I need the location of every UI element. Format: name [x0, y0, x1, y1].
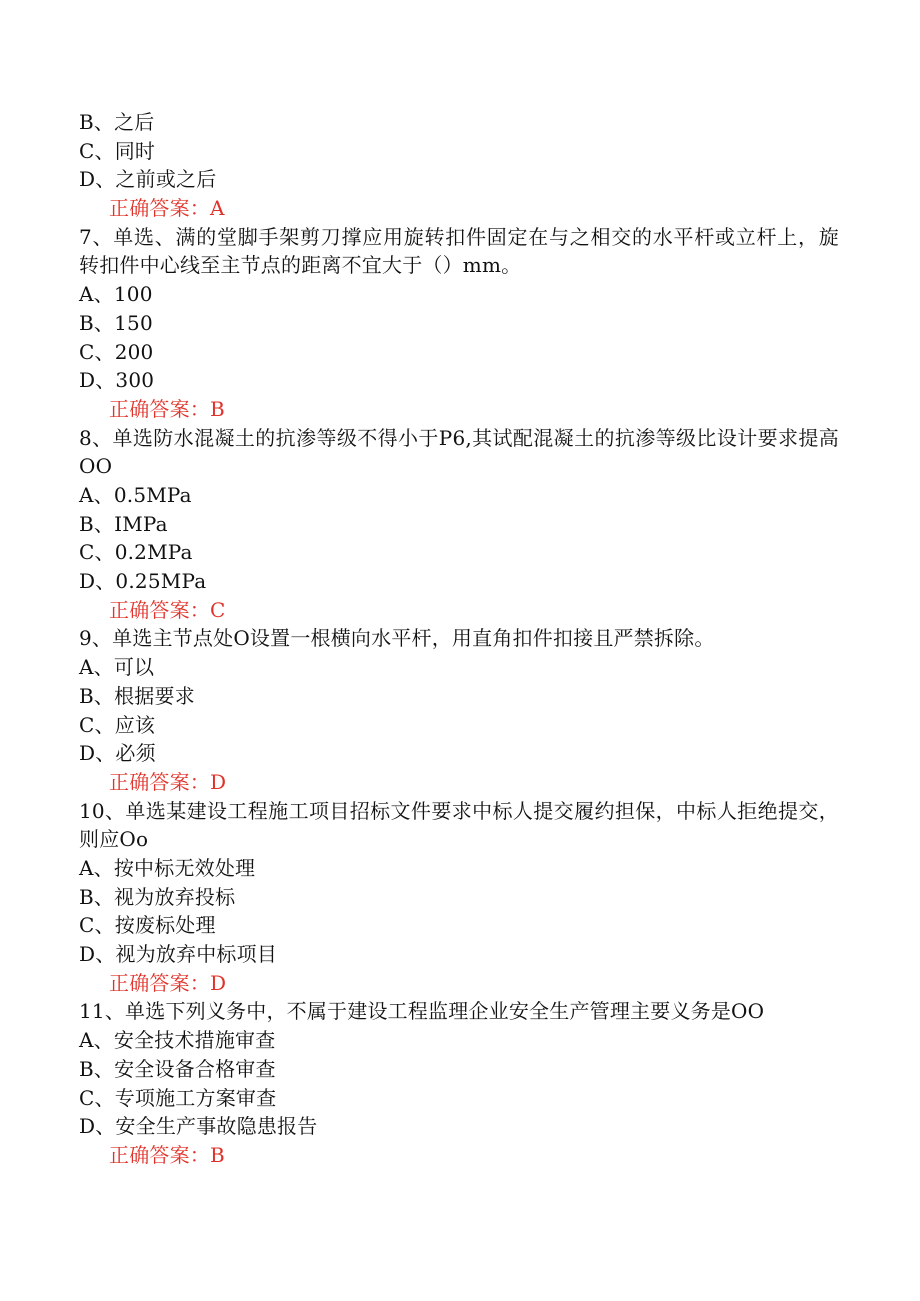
- option-a: A、安全技术措施审查: [79, 1028, 276, 1053]
- option-b: B、IMPa: [79, 511, 168, 536]
- option-a: A、100: [79, 282, 153, 307]
- option-c: C、应该: [79, 712, 156, 737]
- option-a: A、可以: [79, 655, 155, 680]
- option-c: C、按废标处理: [79, 913, 216, 938]
- option-d: D、之前或之后: [79, 167, 217, 192]
- correct-answer: 正确答案：B: [109, 396, 225, 421]
- option-b: B、之后: [79, 110, 155, 134]
- option-c: C、专项施工方案审查: [79, 1085, 277, 1110]
- option-c: C、200: [79, 339, 154, 364]
- option-d: D、300: [79, 368, 155, 393]
- question-list: [79, 108, 839, 1170]
- question-text: 11、单选下列义务中，不属于建设工程监理企业安全生产管理主要义务是OO: [79, 999, 765, 1024]
- option-a: A、按中标无效处理: [79, 855, 256, 880]
- option-d: D、安全生产事故隐患报告: [79, 1114, 318, 1139]
- option-b: B、视为放弃投标: [79, 884, 236, 909]
- question-text: 7、单选、满的堂脚手架剪刀撑应用旋转扣件固定在与之相交的水平杆或立杆上，旋转扣件中心线至主节点的距离不宜大于（）mm。: [79, 224, 839, 278]
- correct-answer: 正确答案：D: [109, 970, 227, 995]
- option-d: D、0.25MPa: [79, 569, 207, 594]
- option-a: A、0.5MPa: [79, 483, 192, 507]
- correct-answer: 正确答案：A: [109, 196, 225, 221]
- question-text: 8、单选防水混凝土的抗渗等级不得小于P6,其试配混凝土的抗渗等级比设计要求提高OO: [79, 425, 839, 479]
- option-d: D、视为放弃中标项目: [79, 942, 278, 967]
- option-b: B、根据要求: [79, 683, 195, 708]
- question-text: 10、单选某建设工程施工项目招标文件要求中标人提交履约担保，中标人拒绝提交，则应Oo: [79, 798, 839, 852]
- option-b: B、150: [79, 310, 153, 335]
- option-c: C、同时: [79, 138, 156, 163]
- question-text: 9、单选主节点处O设置一根横向水平杆，用直角扣件扣接且严禁拆除。: [79, 626, 715, 651]
- option-b: B、安全设备合格审查: [79, 1056, 276, 1081]
- correct-answer: 正确答案：D: [109, 769, 227, 794]
- correct-answer: 正确答案：C: [109, 597, 226, 622]
- option-c: C、0.2MPa: [79, 540, 193, 565]
- correct-answer: 正确答案：B: [109, 1142, 225, 1167]
- option-d: D、必须: [79, 741, 156, 766]
